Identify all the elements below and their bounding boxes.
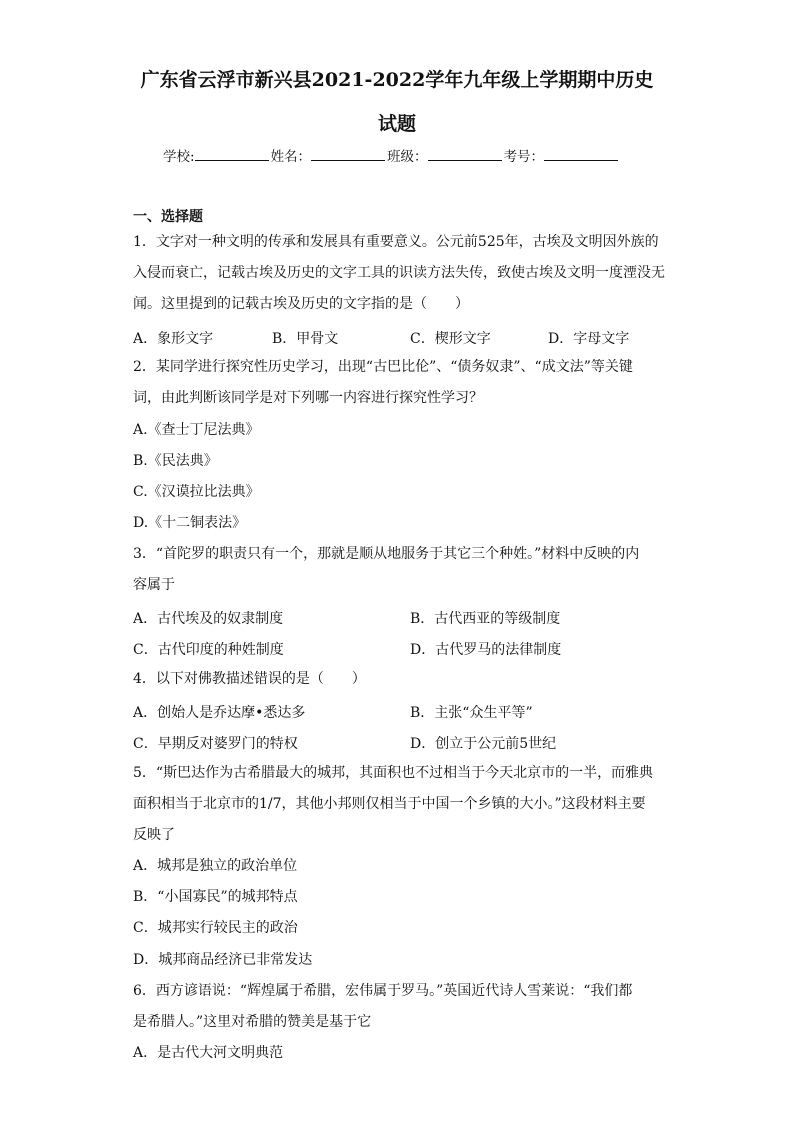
question-2-option-a[interactable]: A.《查士丁尼法典》 [133, 422, 260, 438]
question-6-line: 6．西方谚语说：“辉煌属于希腊，宏伟属于罗马。”英国近代诗人雪莱说：“我们都 [133, 983, 633, 999]
exam-number-label: 考号： [503, 149, 545, 165]
exam-number-blank[interactable] [544, 146, 618, 161]
question-1-line: 闻。这里提到的记载古埃及历史的文字指的是（ ） [133, 296, 469, 312]
question-5-option-c[interactable]: C．城邦实行较民主的政治 [133, 920, 298, 936]
question-5-line: 5．“斯巴达作为古希腊最大的城邦，其面积也不过相当于今天北京市的一半，而雅典 [133, 765, 654, 781]
question-1-option-d[interactable]: D．字母文字 [548, 331, 630, 347]
question-3-option-c[interactable]: C．古代印度的种姓制度 [133, 642, 284, 658]
exam-title-line-2: 试题 [377, 113, 416, 135]
question-4-option-a[interactable]: A．创始人是乔达摩•悉达多 [133, 705, 306, 721]
class-label: 班级： [387, 149, 428, 165]
class-blank[interactable] [428, 146, 502, 161]
question-4-line: 4．以下对佛教描述错误的是（ ） [133, 671, 366, 687]
question-5-option-b[interactable]: B．“小国寡民”的城邦特点 [133, 889, 298, 905]
student-info-row [163, 146, 620, 166]
name-blank[interactable] [311, 146, 385, 161]
question-3-line: 3．“首陀罗的职责只有一个，那就是顺从地服务于其它三个种姓。”材料中反映的内 [133, 546, 640, 562]
question-1-option-c[interactable]: C．楔形文字 [410, 331, 491, 347]
question-2-line: 词，由此判断该同学是对下列哪一内容进行探究性学习？ [133, 390, 483, 406]
question-2-option-b[interactable]: B.《民法典》 [133, 453, 218, 469]
section-title: 一、选择题 [133, 209, 203, 225]
question-6-line: 是希腊人。”这里对希腊的赞美是基于它 [133, 1014, 372, 1030]
question-2-option-d[interactable]: D.《十二铜表法》 [133, 515, 247, 531]
question-4-option-d[interactable]: D．创立于公元前5世纪 [410, 736, 557, 752]
name-label: 姓名： [270, 149, 312, 165]
school-label: 学校: [163, 149, 195, 165]
question-3-option-b[interactable]: B．古代西亚的等级制度 [410, 611, 561, 627]
question-5-line: 面积相当于北京市的1/7，其他小邦则仅相当于中国一个乡镇的大小。”这段材料主要 [133, 796, 646, 812]
question-1-line: 1．文字对一种文明的传承和发展具有重要意义。公元前525年，古埃及文明因外族的 [133, 234, 659, 250]
question-3-line: 容属于 [133, 577, 175, 593]
question-2-option-c[interactable]: C.《汉谟拉比法典》 [133, 484, 260, 500]
question-1-line: 入侵而衰亡，记载古埃及历史的文字工具的识读方法失传，致使古埃及文明一度湮没无 [133, 265, 665, 281]
question-1-option-a[interactable]: A．象形文字 [133, 331, 214, 347]
question-2-line: 2．某同学进行探究性历史学习，出现“古巴比伦”、“债务奴隶”、“成文法”等关键 [133, 359, 633, 375]
question-3-option-d[interactable]: D．古代罗马的法律制度 [410, 642, 562, 658]
question-3-option-a[interactable]: A．古代埃及的奴隶制度 [133, 611, 284, 627]
school-blank[interactable] [195, 146, 269, 161]
question-4-option-b[interactable]: B．主张“众生平等” [410, 705, 533, 721]
question-5-option-d[interactable]: D．城邦商品经济已非常发达 [133, 952, 313, 968]
question-1-option-b[interactable]: B．甲骨文 [272, 331, 339, 347]
question-5-line: 反映了 [133, 827, 175, 843]
question-4-option-c[interactable]: C．早期反对婆罗门的特权 [133, 736, 298, 752]
question-5-option-a[interactable]: A．城邦是独立的政治单位 [133, 858, 298, 874]
exam-title-line-1: 广东省云浮市新兴县2021-2022学年九年级上学期期中历史 [140, 69, 654, 91]
question-6-option-a[interactable]: A．是古代大河文明典范 [133, 1045, 284, 1061]
